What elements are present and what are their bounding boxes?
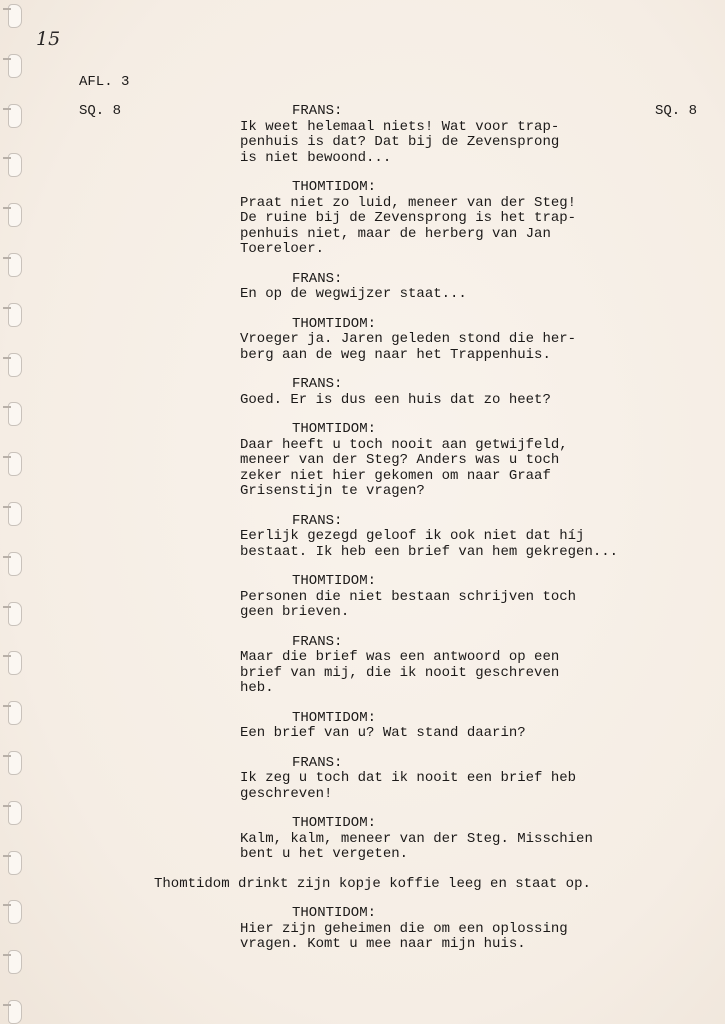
- dialogue-block: [240, 377, 710, 408]
- dialogue-text: Een brief van u? Wat stand daarin?: [240, 725, 526, 741]
- binding-ring: [8, 552, 22, 576]
- dialogue-block: [240, 574, 710, 621]
- dialogue-text: Ik zeg u toch dat ik nooit een brief heb geschreven!: [240, 770, 577, 802]
- speaker-name: FRANS:: [292, 270, 343, 287]
- dialogue-text: Vroeger ja. Jaren geleden stond die her- berg aan de weg naar het Trappenhuis.: [240, 331, 577, 363]
- dialogue-block: [240, 756, 710, 803]
- binding-ring: [8, 751, 22, 775]
- binding-ring: [8, 54, 22, 78]
- dialogue-block: [240, 180, 710, 258]
- dialogue-block: [240, 906, 710, 953]
- binding-ring: [8, 303, 22, 327]
- dialogue-text: Goed. Er is dus een huis dat zo heet?: [240, 391, 551, 408]
- speaker-name: THOMTIDOM:: [292, 315, 377, 332]
- binding-ring: [8, 353, 22, 377]
- speaker-name: FRANS:: [292, 754, 343, 771]
- binding-ring: [8, 502, 22, 526]
- binding-ring: [8, 900, 22, 924]
- binding-ring: [8, 950, 22, 974]
- page-number: 15: [36, 28, 61, 50]
- dialogue-text: Praat niet zo luid, meneer van der Steg! De ruine bij de Zevensprong is het trap- penhuis niet, maar de herberg van Jan Toereloer.: [240, 194, 577, 257]
- dialogue-text: Kalm, kalm, meneer van der Steg. Misschien bent u het vergeten.: [240, 830, 593, 862]
- dialogue-block: [240, 514, 710, 561]
- speaker-name: THOMTIDOM:: [292, 421, 377, 437]
- stage-direction: Thomtidom drinkt zijn kopje koffie leeg en staat op.: [154, 875, 591, 892]
- dialogue-block: [240, 422, 710, 500]
- dialogue-text: Eerlijk gezegd geloof ik ook niet dat híj bestaat. Ik heb een brief van hem gekregen...: [240, 528, 619, 560]
- speaker-name: FRANS:: [292, 512, 343, 529]
- dialogue-block: [240, 635, 710, 697]
- dialogue-block: [240, 711, 710, 742]
- binding-ring: [8, 801, 22, 825]
- binding-ring: [8, 203, 22, 227]
- binding-ring: [8, 701, 22, 725]
- binding-ring: [8, 452, 22, 476]
- dialogue-block: [240, 272, 710, 303]
- spiral-binding: [8, 0, 30, 1024]
- dialogue-text: Ik weet helemaal niets! Wat voor trap- penhuis is dat? Dat bij de Zevensprong is niet bewoond...: [240, 118, 560, 166]
- speaker-name: THOMTIDOM:: [292, 815, 377, 831]
- dialogue-block: [240, 317, 710, 364]
- binding-ring: [8, 602, 22, 626]
- dialogue-text: En op de wegwijzer staat...: [240, 286, 467, 302]
- speaker-name: THOMTIDOM:: [292, 179, 377, 195]
- speaker-name: FRANS:: [292, 103, 343, 119]
- binding-ring: [8, 4, 22, 28]
- dialogue-text: Hier zijn geheimen die om een oplossing vragen. Komt u mee naar mijn huis.: [240, 920, 568, 952]
- binding-ring: [8, 104, 22, 128]
- speaker-name: THOMTIDOM:: [292, 709, 377, 726]
- sequence-label-right: SQ. 8: [655, 103, 698, 119]
- script-body: [154, 103, 710, 967]
- dialogue-block: [240, 816, 710, 863]
- dialogue-text: Daar heeft u toch nooit aan getwijfeld, meneer van der Steg? Anders was u toch zeker niet hier gekomen om naar Graaf Grisenstijn te vragen?: [240, 436, 568, 499]
- binding-ring: [8, 402, 22, 426]
- dialogue-block: [240, 104, 710, 166]
- sequence-label-left: SQ. 8: [79, 103, 122, 119]
- binding-ring: [8, 851, 22, 875]
- speaker-name: THONTIDOM:: [292, 905, 377, 921]
- binding-ring: [8, 1000, 22, 1024]
- binding-ring: [8, 253, 22, 277]
- dialogue-text: Personen die niet bestaan schrijven toch geen brieven.: [240, 588, 577, 620]
- speaker-name: THOMTIDOM:: [292, 573, 377, 589]
- binding-ring: [8, 153, 22, 177]
- binding-ring: [8, 651, 22, 675]
- speaker-name: FRANS:: [292, 633, 343, 650]
- speaker-name: FRANS:: [292, 376, 343, 392]
- episode-label: AFL. 3: [79, 74, 130, 90]
- dialogue-text: Maar die brief was een antwoord op een brief van mij, die ik nooit geschreven heb.: [240, 649, 560, 696]
